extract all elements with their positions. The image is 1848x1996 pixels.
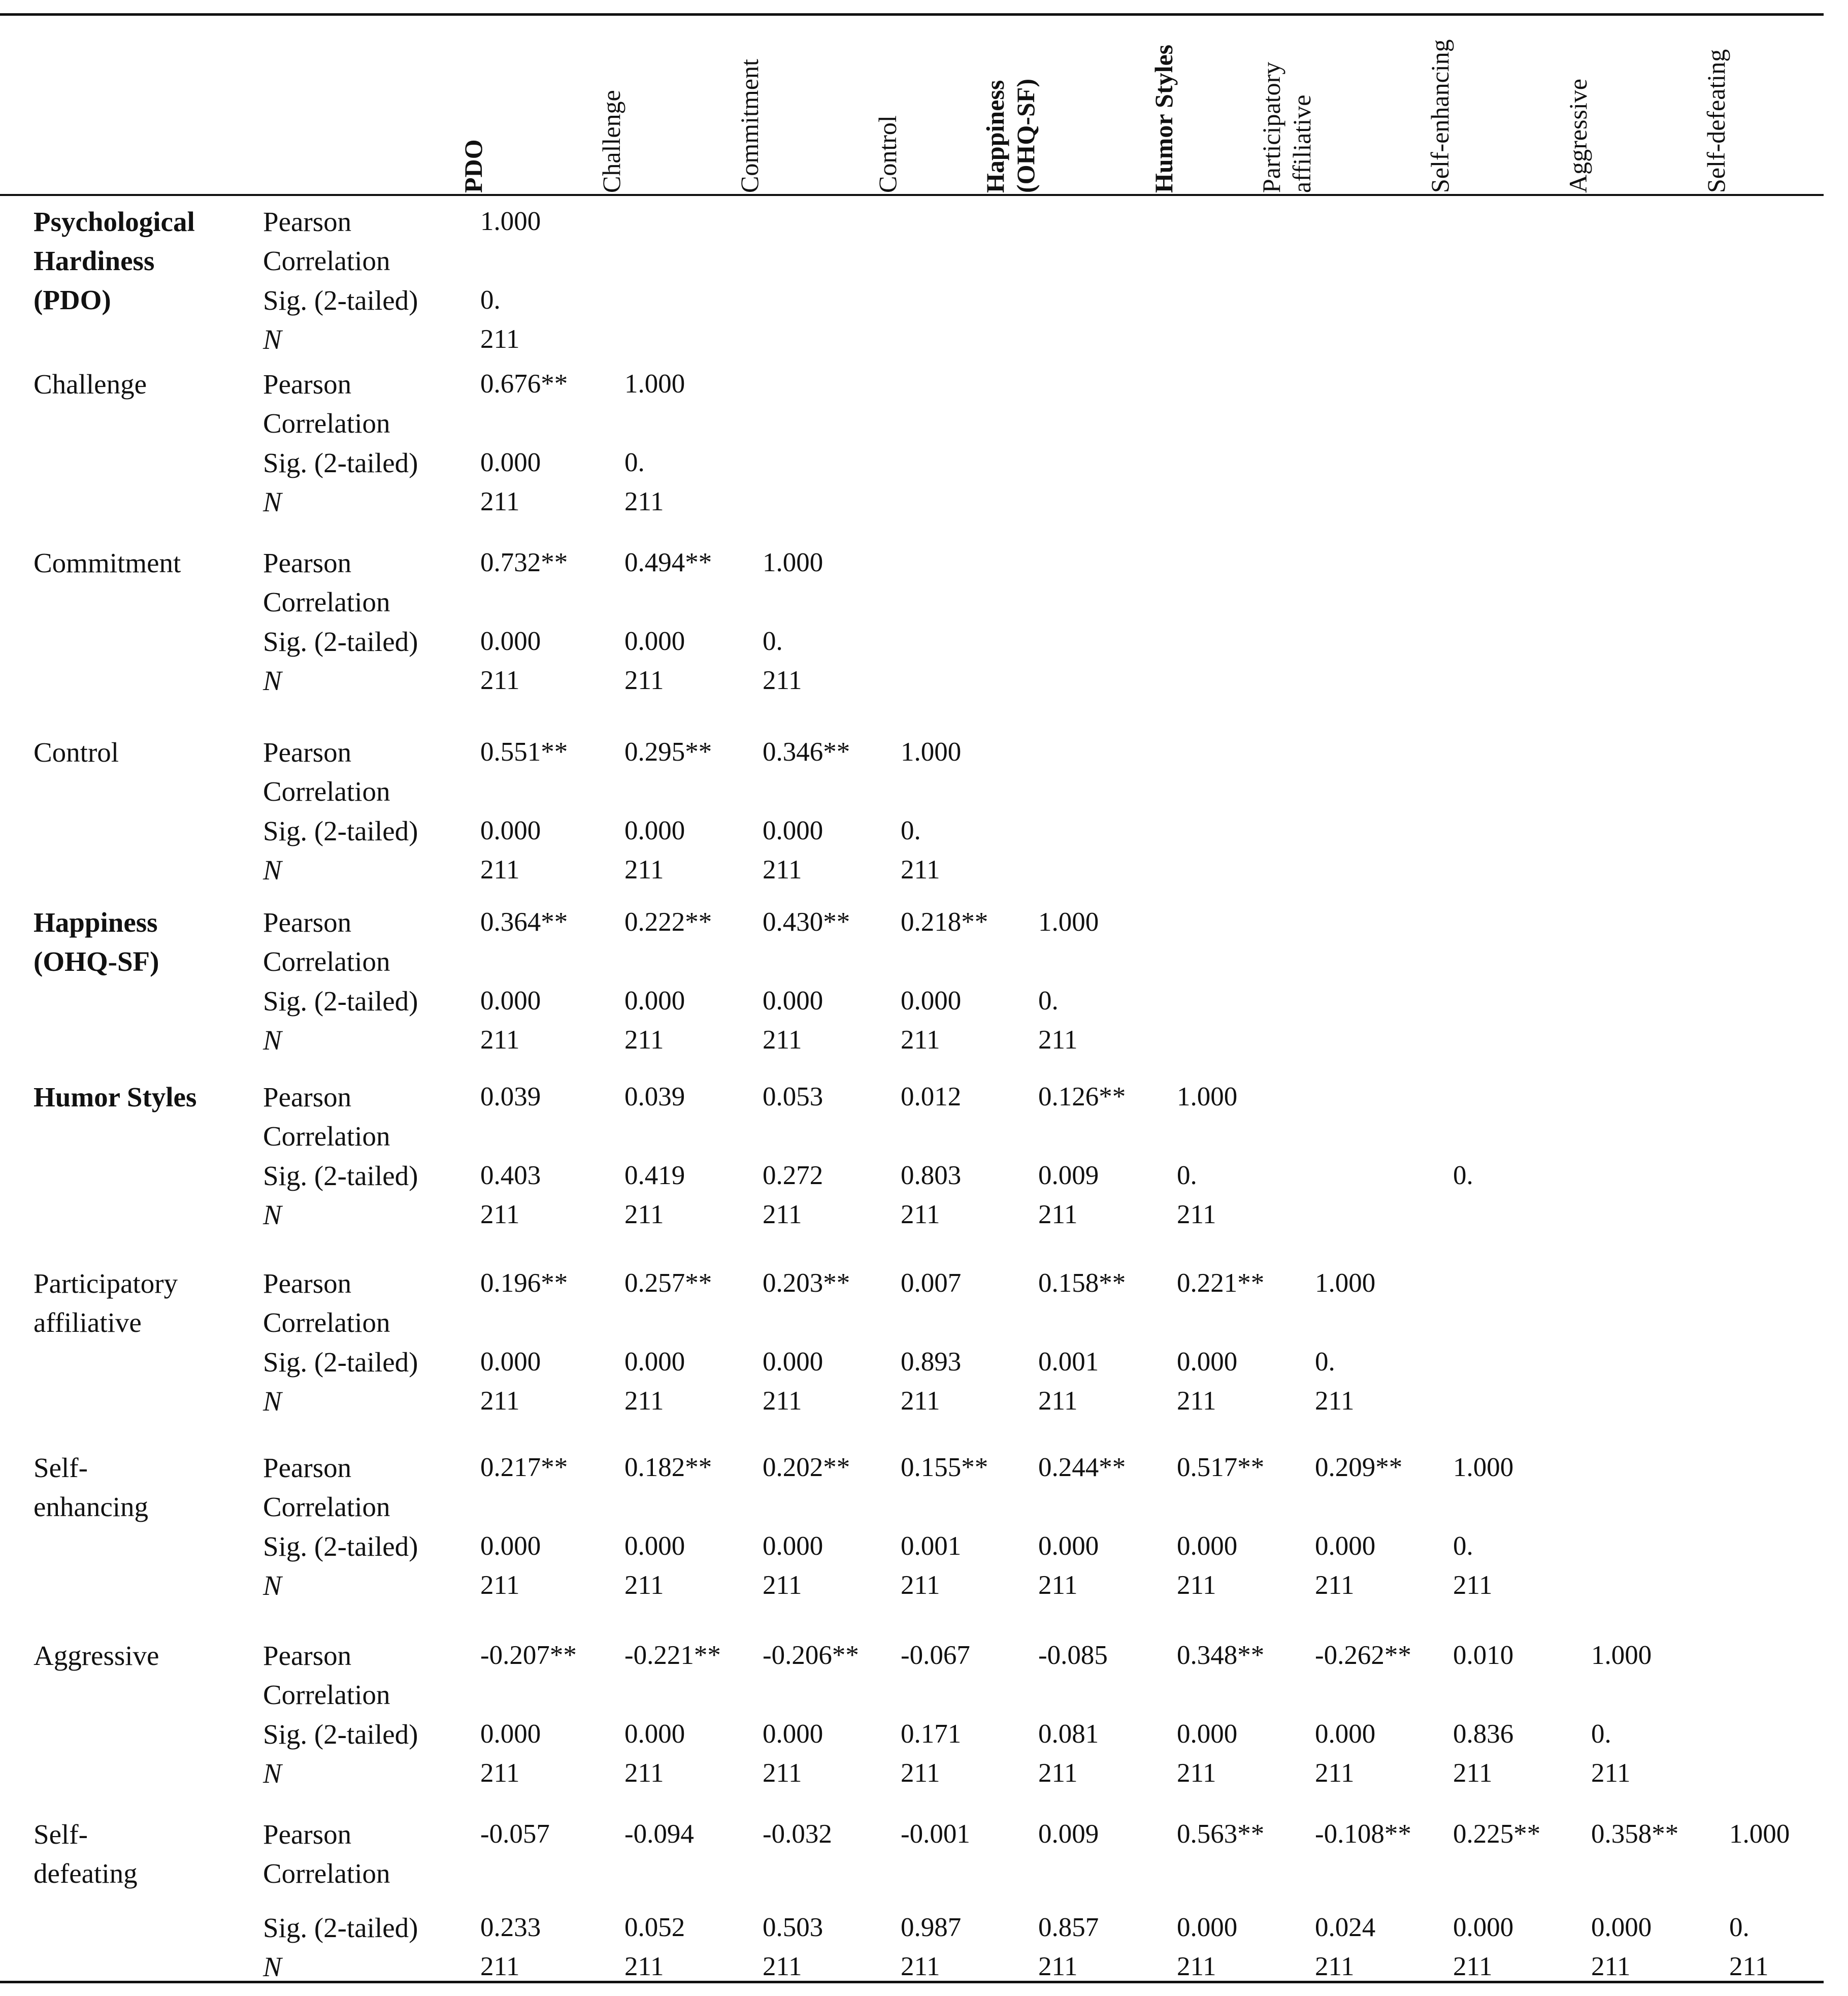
pearson-value: 0.202** (763, 1453, 850, 1482)
pearson-value: 0.158** (1038, 1268, 1126, 1298)
n-value: 211 (763, 1386, 802, 1416)
sig-value: 0.000 (1177, 1719, 1238, 1749)
pearson-label: Pearson Correlation (263, 1819, 390, 1889)
sig-value: 0.000 (763, 816, 823, 845)
pearson-value: -0.032 (763, 1819, 832, 1849)
pearson-value: 0.358** (1591, 1819, 1679, 1849)
sig-value: 0.000 (624, 816, 685, 845)
n-value: 211 (1315, 1758, 1355, 1788)
pearson-value: 0.551** (480, 737, 568, 767)
pearson-value: -0.067 (901, 1641, 970, 1670)
n-value: 211 (1591, 1758, 1631, 1788)
n-value: 211 (1453, 1570, 1493, 1600)
n-value: 211 (480, 1386, 520, 1416)
n-value: 211 (763, 855, 802, 885)
pearson-value: 0.676** (480, 369, 568, 399)
n-value: 211 (1038, 1952, 1078, 1981)
pearson-value: 1.000 (1038, 907, 1099, 937)
pearson-value: 0.563** (1177, 1819, 1265, 1849)
n-value: 211 (1453, 1952, 1493, 1981)
variable-name: Happiness (OHQ-SF) (34, 907, 159, 977)
pearson-value: 1.000 (1177, 1082, 1238, 1111)
sig-value: 0. (1453, 1161, 1473, 1190)
sig-value: 0.000 (480, 627, 541, 656)
sig-value: 0.081 (1038, 1719, 1099, 1749)
sig-value: 0.857 (1038, 1913, 1099, 1942)
pearson-label: Pearson Correlation (263, 1082, 390, 1152)
n-value: 211 (624, 1952, 664, 1981)
sig-value: 0.000 (1177, 1531, 1238, 1561)
n-value: 211 (1177, 1570, 1216, 1600)
n-value: 211 (1177, 1952, 1216, 1981)
n-label: N (263, 1951, 282, 1982)
pearson-label: Pearson Correlation (263, 907, 390, 977)
sig-value: 0.987 (901, 1913, 962, 1942)
pearson-value: 0.039 (480, 1082, 541, 1111)
sig-value: 0.171 (901, 1719, 962, 1749)
sig-value: 0.009 (1038, 1161, 1099, 1190)
n-value: 211 (480, 487, 520, 516)
n-value: 211 (901, 1386, 940, 1416)
sig-value: 0.000 (763, 1719, 823, 1749)
n-label: N (263, 1758, 282, 1789)
n-label: N (263, 486, 282, 517)
n-value: 211 (1177, 1386, 1216, 1416)
variable-name: Control (34, 737, 119, 768)
pearson-value: 0.732** (480, 548, 568, 577)
n-value: 211 (1038, 1025, 1078, 1055)
sig-label: Sig. (2-tailed) (263, 986, 418, 1017)
pearson-value: 0.126** (1038, 1082, 1126, 1111)
pearson-value: -0.206** (763, 1641, 859, 1670)
col-header: Commitment (735, 59, 764, 193)
variable-name: Self- defeating (34, 1819, 138, 1889)
n-value: 211 (1729, 1952, 1769, 1981)
sig-value: 0.836 (1453, 1719, 1514, 1749)
pearson-value: 1.000 (1591, 1641, 1652, 1670)
sig-value: 0.000 (1038, 1531, 1099, 1561)
n-value: 211 (480, 855, 520, 885)
n-value: 211 (1038, 1386, 1078, 1416)
pearson-value: 0.225** (1453, 1819, 1541, 1849)
sig-value: 0.803 (901, 1161, 962, 1190)
sig-value: 0. (1729, 1913, 1750, 1942)
pearson-value: 0.209** (1315, 1453, 1403, 1482)
sig-value: 0.403 (480, 1161, 541, 1190)
n-value: 211 (624, 487, 664, 516)
n-value: 211 (624, 1758, 664, 1788)
n-value: 211 (624, 1570, 664, 1600)
n-value: 211 (624, 666, 664, 695)
sig-value: 0.024 (1315, 1913, 1376, 1942)
pearson-value: 0.203** (763, 1268, 850, 1298)
sig-value: 0.000 (624, 986, 685, 1016)
n-value: 211 (763, 1570, 802, 1600)
sig-value: 0.000 (624, 1347, 685, 1377)
sig-value: 0.000 (763, 986, 823, 1016)
variable-name: Psychological Hardiness (PDO) (34, 206, 195, 315)
sig-value: 0. (1453, 1531, 1473, 1561)
pearson-value: 0.010 (1453, 1641, 1514, 1670)
n-value: 211 (480, 1025, 520, 1055)
sig-value: 0.052 (624, 1913, 685, 1942)
pearson-value: 0.221** (1177, 1268, 1265, 1298)
pearson-value: 1.000 (1315, 1268, 1376, 1298)
n-value: 211 (763, 1200, 802, 1229)
n-value: 211 (480, 1952, 520, 1981)
sig-label: Sig. (2-tailed) (263, 447, 418, 478)
pearson-value: 0.182** (624, 1453, 712, 1482)
n-value: 211 (901, 1570, 940, 1600)
sig-value: 0.000 (480, 816, 541, 845)
pearson-value: 1.000 (763, 548, 823, 577)
pearson-value: -0.094 (624, 1819, 694, 1849)
sig-value: 0. (624, 448, 645, 477)
pearson-value: 1.000 (624, 369, 685, 399)
sig-label: Sig. (2-tailed) (263, 1912, 418, 1943)
n-value: 211 (1315, 1386, 1355, 1416)
col-header: PDO (459, 139, 487, 193)
pearson-label: Pearson Correlation (263, 1640, 390, 1710)
pearson-value: -0.262** (1315, 1641, 1411, 1670)
n-label: N (263, 665, 282, 696)
n-value: 211 (901, 1758, 940, 1788)
n-value: 211 (1315, 1952, 1355, 1981)
n-label: N (263, 1386, 282, 1417)
sig-value: 0. (1591, 1719, 1611, 1749)
col-header: Self-defeating (1702, 49, 1730, 193)
sig-value: 0.000 (763, 1531, 823, 1561)
col-header: Self-enhancing (1426, 39, 1454, 193)
sig-value: 0.272 (763, 1161, 823, 1190)
sig-value: 0.000 (1315, 1531, 1376, 1561)
n-label: N (263, 1570, 282, 1601)
n-value: 211 (763, 1025, 802, 1055)
n-value: 211 (1177, 1758, 1216, 1788)
n-value: 211 (1591, 1952, 1631, 1981)
sig-value: 0.000 (480, 986, 541, 1016)
pearson-value: 0.009 (1038, 1819, 1099, 1849)
pearson-value: 0.007 (901, 1268, 962, 1298)
pearson-label: Pearson Correlation (263, 737, 390, 807)
sig-value: 0.419 (624, 1161, 685, 1190)
variable-name: Self- enhancing (34, 1452, 149, 1522)
pearson-label: Pearson Correlation (263, 369, 390, 439)
sig-value: 0. (901, 816, 921, 845)
pearson-label: Pearson Correlation (263, 1268, 390, 1338)
sig-label: Sig. (2-tailed) (263, 1347, 418, 1378)
pearson-value: 0.364** (480, 907, 568, 937)
n-value: 211 (763, 1952, 802, 1981)
sig-value: 0. (1038, 986, 1059, 1016)
pearson-value: 0.196** (480, 1268, 568, 1298)
sig-value: 0.000 (1177, 1913, 1238, 1942)
sig-value: 0.000 (624, 1719, 685, 1749)
sig-label: Sig. (2-tailed) (263, 626, 418, 657)
pearson-value: 0.494** (624, 548, 712, 577)
col-header: Aggressive (1564, 79, 1592, 193)
pearson-value: 0.012 (901, 1082, 962, 1111)
sig-value: 0.000 (624, 1531, 685, 1561)
n-value: 211 (1038, 1570, 1078, 1600)
n-label: N (263, 1199, 282, 1230)
sig-label: Sig. (2-tailed) (263, 1531, 418, 1562)
pearson-value: -0.207** (480, 1641, 577, 1670)
sig-label: Sig. (2-tailed) (263, 1719, 418, 1750)
pearson-value: 0.222** (624, 907, 712, 937)
pearson-value: -0.001 (901, 1819, 970, 1849)
sig-value: 0.233 (480, 1913, 541, 1942)
n-value: 211 (1177, 1200, 1216, 1229)
col-header: Challenge (597, 90, 625, 193)
sig-value: 0.000 (1315, 1719, 1376, 1749)
sig-value: 0. (763, 627, 783, 656)
n-value: 211 (624, 1025, 664, 1055)
n-value: 211 (1038, 1200, 1078, 1229)
sig-value: 0.503 (763, 1913, 823, 1942)
n-value: 211 (480, 1758, 520, 1788)
variable-name: Participatory affiliative (34, 1268, 178, 1338)
n-label: N (263, 324, 282, 355)
top-rule (0, 13, 1824, 16)
sig-value: 0.893 (901, 1347, 962, 1377)
n-value: 211 (1038, 1758, 1078, 1788)
sig-value: 0.000 (480, 1719, 541, 1749)
sig-label: Sig. (2-tailed) (263, 815, 418, 846)
n-value: 211 (480, 324, 520, 354)
sig-value: 0.000 (480, 448, 541, 477)
n-value: 211 (480, 1200, 520, 1229)
sig-value: 0.000 (1591, 1913, 1652, 1942)
sig-value: 0. (1315, 1347, 1335, 1377)
sig-value: 0.000 (901, 986, 962, 1016)
n-value: 211 (480, 1570, 520, 1600)
sig-value: 0.001 (1038, 1347, 1099, 1377)
pearson-value: 0.155** (901, 1453, 988, 1482)
pearson-value: 0.517** (1177, 1453, 1265, 1482)
header-rule (0, 194, 1824, 196)
n-value: 211 (480, 666, 520, 695)
sig-value: 0.001 (901, 1531, 962, 1561)
pearson-value: 0.257** (624, 1268, 712, 1298)
n-value: 211 (763, 1758, 802, 1788)
variable-name: Aggressive (34, 1640, 159, 1671)
pearson-value: 0.348** (1177, 1641, 1265, 1670)
pearson-label: Pearson Correlation (263, 547, 390, 617)
n-value: 211 (901, 1952, 940, 1981)
n-value: 211 (1453, 1758, 1493, 1788)
n-value: 211 (763, 666, 802, 695)
n-value: 211 (901, 1200, 940, 1229)
pearson-value: 0.217** (480, 1453, 568, 1482)
n-value: 211 (624, 1200, 664, 1229)
sig-value: 0. (480, 285, 501, 315)
col-header: Humor Styles (1149, 44, 1178, 193)
pearson-value: 1.000 (1453, 1453, 1514, 1482)
pearson-value: -0.085 (1038, 1641, 1108, 1670)
pearson-value: 0.244** (1038, 1453, 1126, 1482)
pearson-value: -0.108** (1315, 1819, 1411, 1849)
sig-value: 0.000 (763, 1347, 823, 1377)
n-value: 211 (1315, 1570, 1355, 1600)
pearson-value: 1.000 (480, 207, 541, 236)
pearson-value: 0.430** (763, 907, 850, 937)
pearson-value: -0.221** (624, 1641, 721, 1670)
sig-value: 0.000 (624, 627, 685, 656)
variable-name: Humor Styles (34, 1082, 197, 1112)
pearson-value: 0.295** (624, 737, 712, 767)
pearson-value: 0.053 (763, 1082, 823, 1111)
n-value: 211 (901, 1025, 940, 1055)
n-label: N (263, 1025, 282, 1056)
pearson-label: Pearson Correlation (263, 1452, 390, 1522)
pearson-value: 0.346** (763, 737, 850, 767)
col-header: Participatory affiliative (1257, 61, 1316, 193)
pearson-value: 0.039 (624, 1082, 685, 1111)
pearson-value: 0.218** (901, 907, 988, 937)
n-value: 211 (624, 855, 664, 885)
sig-value: 0.000 (1177, 1347, 1238, 1377)
n-value: 211 (901, 855, 940, 885)
variable-name: Challenge (34, 369, 147, 400)
n-label: N (263, 855, 282, 886)
col-header: Happiness (OHQ-SF) (981, 79, 1040, 193)
sig-value: 0.000 (1453, 1913, 1514, 1942)
pearson-value: -0.057 (480, 1819, 550, 1849)
pearson-value: 1.000 (901, 737, 962, 767)
sig-label: Sig. (2-tailed) (263, 285, 418, 316)
n-value: 211 (624, 1386, 664, 1416)
sig-label: Sig. (2-tailed) (263, 1160, 418, 1191)
sig-value: 0. (1177, 1161, 1197, 1190)
pearson-value: 1.000 (1729, 1819, 1790, 1849)
sig-value: 0.000 (480, 1347, 541, 1377)
pearson-label: Pearson Correlation (263, 206, 390, 276)
sig-value: 0.000 (480, 1531, 541, 1561)
variable-name: Commitment (34, 547, 181, 578)
col-header: Control (873, 115, 902, 193)
